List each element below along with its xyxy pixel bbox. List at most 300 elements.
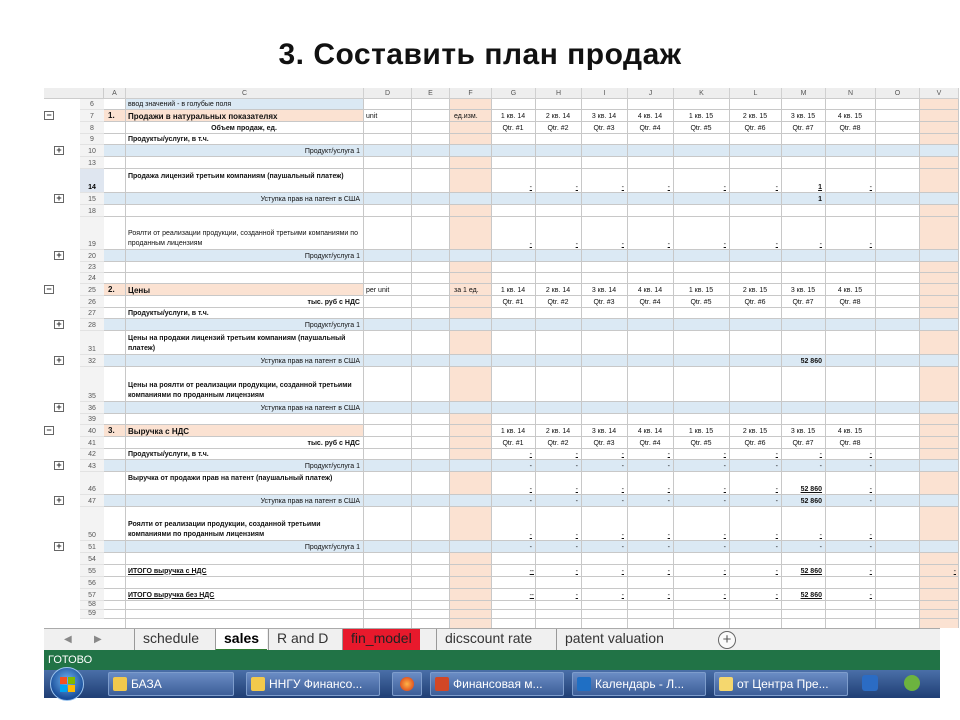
quarter-value-cell: 3 кв. 14 — [591, 113, 617, 120]
outline-gutter — [0, 110, 44, 630]
quarter-value-cell: 1 кв. 14 — [500, 287, 526, 294]
quarter-value-cell[interactable]: - — [621, 486, 624, 493]
quarter-value-cell: Qtr. #2 — [547, 299, 569, 306]
quarter-value-cell[interactable]: 52 860 — [800, 486, 822, 493]
column-gridline — [919, 99, 920, 628]
column-header-g[interactable]: G — [492, 88, 536, 99]
section-number: 3. — [108, 426, 115, 435]
quarter-value-cell[interactable]: - — [529, 486, 532, 493]
row-label[interactable]: Продажи в натуральных показателях — [128, 111, 278, 121]
quarter-value-cell[interactable]: - — [775, 592, 778, 599]
row-gridline — [104, 448, 959, 449]
column-gridline — [535, 99, 536, 628]
tray-status-icon[interactable] — [904, 675, 920, 691]
column-header-k[interactable]: K — [674, 88, 730, 99]
column-header-l[interactable]: L — [730, 88, 782, 99]
quarter-value-cell[interactable]: 52 860 — [800, 592, 822, 599]
row-label[interactable]: Цены на роялти от реализации продукции, созданной третьими компаниями по проданным лицензиям — [128, 382, 352, 399]
quarter-value-cell[interactable]: - — [869, 241, 872, 248]
quarter-value-cell: Qtr. #5 — [690, 125, 712, 132]
row-header[interactable]: 27 — [80, 308, 104, 319]
quarter-value-cell[interactable]: - — [667, 568, 670, 575]
taskbar-button-nngu[interactable]: ННГУ Финансо... — [246, 672, 380, 696]
quarter-value-cell[interactable]: - — [667, 498, 670, 505]
quarter-value-cell[interactable]: - — [723, 463, 726, 470]
column-gridline — [581, 99, 582, 628]
row-header[interactable]: 26 — [80, 296, 104, 308]
unit-label: unit — [366, 113, 378, 120]
row-label[interactable]: Уступка прав на патент в США — [260, 195, 360, 203]
quarter-value-cell[interactable]: - — [819, 532, 822, 539]
quarter-value-cell[interactable]: - — [621, 463, 624, 470]
column-gridline — [627, 99, 628, 628]
quarter-value-cell: Qtr. #2 — [547, 125, 569, 132]
windows-taskbar — [44, 670, 940, 698]
row-label[interactable]: Уступка прав на патент в США — [260, 357, 360, 365]
quarter-value-cell[interactable]: - — [529, 544, 532, 551]
row-header[interactable]: 19 — [80, 217, 104, 250]
quarter-value-cell[interactable]: - — [667, 184, 670, 191]
row-header[interactable]: 39 — [80, 414, 104, 425]
expand-group-button[interactable]: + — [54, 403, 64, 412]
quarter-value-cell: 2 кв. 14 — [545, 287, 571, 294]
column-header-d[interactable]: D — [364, 88, 412, 99]
quarter-value-cell[interactable]: - — [869, 568, 872, 575]
row-label[interactable]: Продукт/услуга 1 — [304, 252, 360, 260]
outlook-icon — [577, 677, 591, 691]
column-gridline — [729, 99, 730, 628]
row-header[interactable]: 36 — [80, 402, 104, 414]
quarter-value-cell: 3 кв. 15 — [790, 287, 816, 294]
row-label[interactable]: Выручка с НДС — [128, 426, 190, 436]
collapse-group-button[interactable]: − — [44, 111, 54, 120]
column-gridline — [363, 99, 364, 628]
folder-icon — [113, 677, 127, 691]
quarter-value-cell[interactable]: - — [723, 592, 726, 599]
quarter-value-cell: 2 кв. 15 — [742, 287, 768, 294]
row-label[interactable]: Роялти от реализации продукции, созданной третьими компаниями по проданным лицензиям — [128, 521, 321, 538]
outline-level-buttons — [0, 100, 44, 110]
quarter-value-cell[interactable]: - — [723, 184, 726, 191]
quarter-value-cell: 1 кв. 14 — [500, 113, 526, 120]
row-gridline — [104, 618, 959, 619]
column-header-m[interactable]: M — [782, 88, 826, 99]
row-header[interactable]: 28 — [80, 319, 104, 331]
column-f-value[interactable]: - — [531, 592, 534, 599]
column-header-h[interactable]: H — [536, 88, 582, 99]
quarter-value-cell[interactable]: - — [575, 486, 578, 493]
sheet-tab-bar — [44, 628, 940, 650]
quarter-value-cell[interactable]: - — [529, 463, 532, 470]
column-gridline — [781, 99, 782, 628]
sheet-tab-fin-model[interactable]: fin_model — [342, 629, 420, 650]
row-label[interactable]: Продукты/услуги, в т.ч. — [128, 451, 209, 458]
row-label[interactable]: Цены на продажи лицензий третьим компаниям (паушальный платеж) — [128, 335, 346, 352]
row-label[interactable]: Продукт/услуга 1 — [304, 462, 360, 470]
quarter-value-cell[interactable]: - — [869, 592, 872, 599]
quarter-value-cell[interactable]: - — [775, 184, 778, 191]
quarter-value-cell: 2 кв. 15 — [742, 428, 768, 435]
expand-group-button[interactable]: + — [54, 461, 64, 470]
quarter-value-cell[interactable]: - — [575, 568, 578, 575]
row-label[interactable]: ИТОГО выручка с НДС — [128, 567, 207, 575]
quarter-value-cell[interactable]: - — [621, 498, 624, 505]
quarter-value-cell: 4 кв. 15 — [837, 428, 863, 435]
row-header[interactable]: 6 — [80, 99, 104, 110]
column-header-c[interactable]: C — [126, 88, 364, 99]
quarter-value-cell[interactable]: - — [667, 451, 670, 458]
quarter-value-cell: Qtr. #1 — [502, 440, 524, 447]
row-header[interactable]: 50 — [80, 507, 104, 541]
row-header[interactable]: 13 — [80, 157, 104, 169]
row-header[interactable]: 51 — [80, 541, 104, 553]
quarter-value-cell: 3 кв. 14 — [591, 428, 617, 435]
quarter-value-cell[interactable]: - — [667, 592, 670, 599]
row-label[interactable]: Цены — [128, 285, 151, 295]
quarter-value-cell[interactable]: 1 — [818, 196, 822, 203]
status-bar — [44, 650, 940, 670]
row-gridline — [104, 156, 959, 157]
quarter-value-cell: Qtr. #1 — [502, 299, 524, 306]
column-gridline — [449, 99, 450, 628]
quarter-value-cell[interactable]: - — [723, 498, 726, 505]
column-gridline — [673, 99, 674, 628]
quarter-value-cell[interactable]: - — [621, 451, 624, 458]
quarter-value-cell: Qtr. #4 — [639, 440, 661, 447]
row-header[interactable]: 57 — [80, 589, 104, 601]
folder-icon — [251, 677, 265, 691]
quarter-value-cell[interactable]: - — [575, 498, 578, 505]
tab-scroll-right-icon[interactable]: ▶ — [94, 634, 102, 645]
quarter-value-cell[interactable]: - — [869, 463, 872, 470]
quarter-value-cell[interactable]: 52 860 — [800, 568, 822, 575]
row-header[interactable]: 24 — [80, 273, 104, 284]
row-header[interactable]: 8 — [80, 122, 104, 134]
row-gridline — [104, 121, 959, 122]
quarter-value-cell[interactable]: - — [775, 451, 778, 458]
quarter-value-cell[interactable]: - — [529, 184, 532, 191]
quarter-value-cell[interactable]: - — [529, 498, 532, 505]
quarter-value-cell[interactable]: - — [775, 568, 778, 575]
windows-logo-icon — [60, 677, 75, 692]
quarter-value-cell[interactable]: - — [529, 568, 532, 575]
row-gridline — [104, 261, 959, 262]
quarter-value-cell[interactable]: - — [819, 451, 822, 458]
column-gridline — [825, 99, 826, 628]
quarter-value-cell: 1 кв. 15 — [688, 113, 714, 120]
row-header[interactable]: 15 — [80, 193, 104, 205]
column-header-n[interactable]: N — [826, 88, 876, 99]
column-gridline — [125, 99, 126, 628]
quarter-value-cell: 2 кв. 14 — [545, 428, 571, 435]
tab-scroll-left-icon[interactable]: ◀ — [64, 634, 72, 645]
quarter-value-cell: Qtr. #5 — [690, 440, 712, 447]
tray-network-icon[interactable] — [862, 675, 878, 691]
row-header[interactable]: 56 — [80, 577, 104, 589]
quarter-value-cell[interactable]: - — [575, 451, 578, 458]
quarter-value-cell[interactable]: - — [723, 486, 726, 493]
quarter-value-cell: 4 кв. 14 — [637, 287, 663, 294]
row-header[interactable]: 40 — [80, 425, 104, 437]
row-gridline — [104, 471, 959, 472]
column-header-o[interactable]: O — [876, 88, 920, 99]
slide-title: 3. Составить план продаж — [278, 38, 682, 71]
expand-group-button[interactable]: + — [54, 146, 64, 155]
row-gridline — [104, 576, 959, 577]
quarter-value-cell: Qtr. #3 — [593, 299, 615, 306]
quarter-value-cell[interactable]: - — [667, 463, 670, 470]
quarter-value-cell: 3 кв. 14 — [591, 287, 617, 294]
quarter-value-cell: 2 кв. 14 — [545, 113, 571, 120]
row-header[interactable]: 14 — [80, 169, 104, 193]
quarter-value-cell: Qtr. #8 — [839, 299, 861, 306]
quarter-value-cell: Qtr. #3 — [593, 125, 615, 132]
row-header[interactable]: 32 — [80, 355, 104, 367]
row-label[interactable]: ИТОГО выручка без НДС — [128, 591, 215, 599]
row-gridline — [104, 133, 959, 134]
row-header[interactable]: 31 — [80, 331, 104, 355]
row-gridline — [104, 330, 959, 331]
quarter-value-cell[interactable]: - — [575, 532, 578, 539]
row-header[interactable]: 18 — [80, 205, 104, 217]
row-header[interactable]: 23 — [80, 262, 104, 273]
column-gridline — [958, 99, 959, 628]
quarter-value-cell: Qtr. #8 — [839, 440, 861, 447]
quarter-value-cell: Qtr. #6 — [744, 440, 766, 447]
expand-group-button[interactable]: + — [54, 194, 64, 203]
expand-group-button[interactable]: + — [54, 542, 64, 551]
expand-group-button[interactable]: + — [54, 356, 64, 365]
quarter-value-cell[interactable]: - — [869, 498, 872, 505]
add-sheet-button[interactable]: + — [718, 631, 736, 649]
quarter-value-cell[interactable]: - — [621, 544, 624, 551]
row-gridline — [104, 436, 959, 437]
quarter-value-cell[interactable]: - — [869, 184, 872, 191]
row-gridline — [104, 168, 959, 169]
row-header[interactable]: 35 — [80, 367, 104, 402]
quarter-value-cell[interactable]: 52 860 — [800, 358, 822, 365]
quarter-value-cell: 4 кв. 15 — [837, 287, 863, 294]
collapse-group-button[interactable]: − — [44, 285, 54, 294]
section-number: 2. — [108, 285, 115, 294]
quarter-value-cell: Qtr. #6 — [744, 299, 766, 306]
row-label[interactable]: Продукт/услуга 1 — [304, 321, 360, 329]
column-header-i[interactable]: I — [582, 88, 628, 99]
quarter-value-cell[interactable]: - — [575, 592, 578, 599]
column-gridline — [875, 99, 876, 628]
quarter-value-cell: Qtr. #7 — [792, 125, 814, 132]
powerpoint-icon — [435, 677, 449, 691]
section-number: 1. — [108, 111, 115, 120]
quarter-value-cell[interactable]: 1 — [818, 184, 822, 191]
row-gridline — [104, 564, 959, 565]
quarter-value-cell: 4 кв. 15 — [837, 113, 863, 120]
quarter-value-cell[interactable]: 52 860 — [800, 498, 822, 505]
quarter-value-cell[interactable]: - — [775, 486, 778, 493]
quarter-value-cell: 1 кв. 14 — [500, 428, 526, 435]
row-label[interactable]: Уступка прав на патент в США — [260, 404, 360, 412]
row-gridline — [104, 609, 959, 610]
quarter-value-cell: Qtr. #4 — [639, 125, 661, 132]
sheet-tab-sales[interactable]: sales — [215, 629, 267, 651]
row-gridline — [104, 588, 959, 589]
row-label[interactable]: Продукт/услуга 1 — [304, 147, 360, 155]
row-label[interactable]: тыс. руб с НДС — [307, 439, 360, 447]
quarter-value-cell[interactable]: - — [667, 532, 670, 539]
quarter-value-cell[interactable]: - — [529, 592, 532, 599]
row-header[interactable]: 42 — [80, 449, 104, 460]
expand-group-button[interactable]: + — [54, 251, 64, 260]
expand-group-button[interactable]: + — [54, 320, 64, 329]
row-header[interactable]: 46 — [80, 472, 104, 495]
column-o-value[interactable]: - — [953, 568, 956, 575]
row-gridline — [104, 506, 959, 507]
quarter-value-cell: Qtr. #1 — [502, 125, 524, 132]
row-header[interactable]: 7 — [80, 110, 104, 122]
quarter-value-cell: Qtr. #7 — [792, 440, 814, 447]
row-gridline — [104, 552, 959, 553]
unit-label: per unit — [366, 287, 390, 294]
row-header[interactable]: 41 — [80, 437, 104, 449]
column-header-a[interactable]: A — [104, 88, 126, 99]
quarter-value-cell: 3 кв. 15 — [790, 113, 816, 120]
quarter-value-cell: Qtr. #6 — [744, 125, 766, 132]
column-gridline — [411, 99, 412, 628]
column-header-j[interactable]: J — [628, 88, 674, 99]
quarter-value-cell[interactable]: - — [819, 463, 822, 470]
quarter-value-cell[interactable]: - — [529, 532, 532, 539]
sheet-tab-r-and-d[interactable]: R and D — [268, 629, 336, 650]
row-label[interactable]: тыс. руб с НДС — [307, 298, 360, 306]
quarter-value-cell[interactable]: - — [529, 241, 532, 248]
firefox-icon — [400, 677, 414, 691]
row-label[interactable]: Роялти от реализации продукции, созданной третьими компаниями по проданным лицензиям — [128, 230, 358, 247]
quarter-value-cell: 1 кв. 15 — [688, 287, 714, 294]
row-header[interactable]: 59 — [80, 610, 104, 619]
quarter-value-cell[interactable]: - — [575, 241, 578, 248]
quarter-value-cell: 4 кв. 14 — [637, 113, 663, 120]
quarter-value-cell[interactable]: - — [869, 451, 872, 458]
collapse-group-button[interactable]: − — [44, 426, 54, 435]
sheet-tab-discount-rate[interactable]: dicscount rate — [436, 629, 540, 650]
quarter-value-cell[interactable]: - — [723, 241, 726, 248]
quarter-value-cell[interactable]: - — [667, 544, 670, 551]
quarter-value-cell[interactable]: - — [775, 532, 778, 539]
row-header[interactable]: 25 — [80, 284, 104, 296]
quarter-value-cell[interactable]: - — [775, 498, 778, 505]
row-gridline — [104, 413, 959, 414]
row-gridline — [104, 272, 959, 273]
row-header[interactable]: 55 — [80, 565, 104, 577]
quarter-value-cell: Qtr. #7 — [792, 299, 814, 306]
column-header-f[interactable]: F — [450, 88, 492, 99]
row-gridline — [104, 216, 959, 217]
select-all-corner[interactable] — [44, 88, 104, 99]
quarter-value-cell[interactable]: - — [775, 241, 778, 248]
quarter-value-cell: 1 кв. 15 — [688, 428, 714, 435]
quarter-value-cell[interactable]: - — [575, 544, 578, 551]
row-header[interactable]: 10 — [80, 145, 104, 157]
quarter-value-cell[interactable]: - — [819, 241, 822, 248]
row-gridline — [104, 600, 959, 601]
row-gridline — [104, 307, 959, 308]
quarter-value-cell[interactable]: - — [621, 241, 624, 248]
taskbar-button-baza[interactable]: БАЗА — [108, 672, 234, 696]
start-button[interactable] — [50, 667, 84, 701]
quarter-value-cell[interactable]: - — [667, 486, 670, 493]
quarter-value-cell[interactable]: - — [621, 184, 624, 191]
quarter-value-cell[interactable]: - — [869, 532, 872, 539]
quarter-value-cell: Qtr. #2 — [547, 440, 569, 447]
row-header[interactable]: 54 — [80, 553, 104, 565]
row-label[interactable]: Объем продаж, ед. — [211, 124, 277, 132]
row-gridline — [104, 204, 959, 205]
quarter-value-cell: 4 кв. 14 — [637, 428, 663, 435]
row-label[interactable]: Уступка прав на патент в США — [260, 497, 360, 505]
status-text: ГОТОВО — [48, 654, 93, 666]
row-label[interactable]: Выручка от продажи прав на патент (паушальный платеж) — [128, 475, 333, 482]
taskbar-button-mail[interactable]: от Центра Пре... — [714, 672, 848, 696]
unit-label-ru: ед.изм. — [454, 113, 478, 120]
quarter-value-cell[interactable]: - — [621, 592, 624, 599]
taskbar-button-outlook-calendar[interactable]: Календарь - Л... — [572, 672, 706, 696]
quarter-value-cell[interactable]: - — [775, 463, 778, 470]
taskbar-button-powerpoint[interactable]: Финансовая м... — [430, 672, 564, 696]
quarter-value-cell: Qtr. #8 — [839, 125, 861, 132]
taskbar-button-firefox[interactable] — [392, 672, 422, 696]
quarter-value-cell[interactable]: - — [723, 568, 726, 575]
quarter-value-cell[interactable]: - — [667, 241, 670, 248]
row-header[interactable]: 20 — [80, 250, 104, 262]
quarter-value-cell: Qtr. #5 — [690, 299, 712, 306]
column-header-e[interactable]: E — [412, 88, 450, 99]
row-gridline — [104, 295, 959, 296]
row-label[interactable]: Продукт/услуга 1 — [304, 543, 360, 551]
sheet-tab-patent-valuation[interactable]: patent valuation — [556, 629, 672, 650]
row-header[interactable]: 9 — [80, 134, 104, 145]
row-gridline — [104, 366, 959, 367]
quarter-value-cell: 2 кв. 15 — [742, 113, 768, 120]
row-label[interactable]: Продукты/услуги, в т.ч. — [128, 310, 209, 317]
row-header[interactable]: 47 — [80, 495, 104, 507]
row-label[interactable]: Продажа лицензий третьим компаниям (паушальный платеж) — [128, 173, 344, 180]
spreadsheet-grid[interactable] — [44, 88, 956, 628]
column-header-v[interactable]: V — [920, 88, 959, 99]
quarter-value-cell[interactable]: - — [529, 451, 532, 458]
row-header[interactable]: 58 — [80, 601, 104, 610]
quarter-value-cell[interactable]: - — [723, 451, 726, 458]
quarter-value-cell[interactable]: - — [621, 532, 624, 539]
quarter-value-cell[interactable]: - — [575, 463, 578, 470]
row-label: ввод значений - в голубые поля — [128, 101, 232, 108]
column-gridline — [491, 99, 492, 628]
expand-group-button[interactable]: + — [54, 496, 64, 505]
sheet-tab-schedule[interactable]: schedule — [134, 629, 207, 650]
column-f-value[interactable]: - — [531, 568, 534, 575]
quarter-value-cell[interactable]: - — [723, 544, 726, 551]
quarter-value-cell[interactable]: - — [575, 184, 578, 191]
quarter-value-cell: 3 кв. 15 — [790, 428, 816, 435]
quarter-value-cell[interactable]: - — [775, 544, 778, 551]
row-label[interactable]: Продукты/услуги, в т.ч. — [128, 136, 209, 143]
quarter-value-cell[interactable]: - — [723, 532, 726, 539]
quarter-value-cell[interactable]: - — [869, 544, 872, 551]
quarter-value-cell[interactable]: - — [869, 486, 872, 493]
row-header[interactable]: 43 — [80, 460, 104, 472]
quarter-value-cell[interactable]: - — [819, 544, 822, 551]
quarter-value-cell: Qtr. #4 — [639, 299, 661, 306]
quarter-value-cell[interactable]: - — [621, 568, 624, 575]
